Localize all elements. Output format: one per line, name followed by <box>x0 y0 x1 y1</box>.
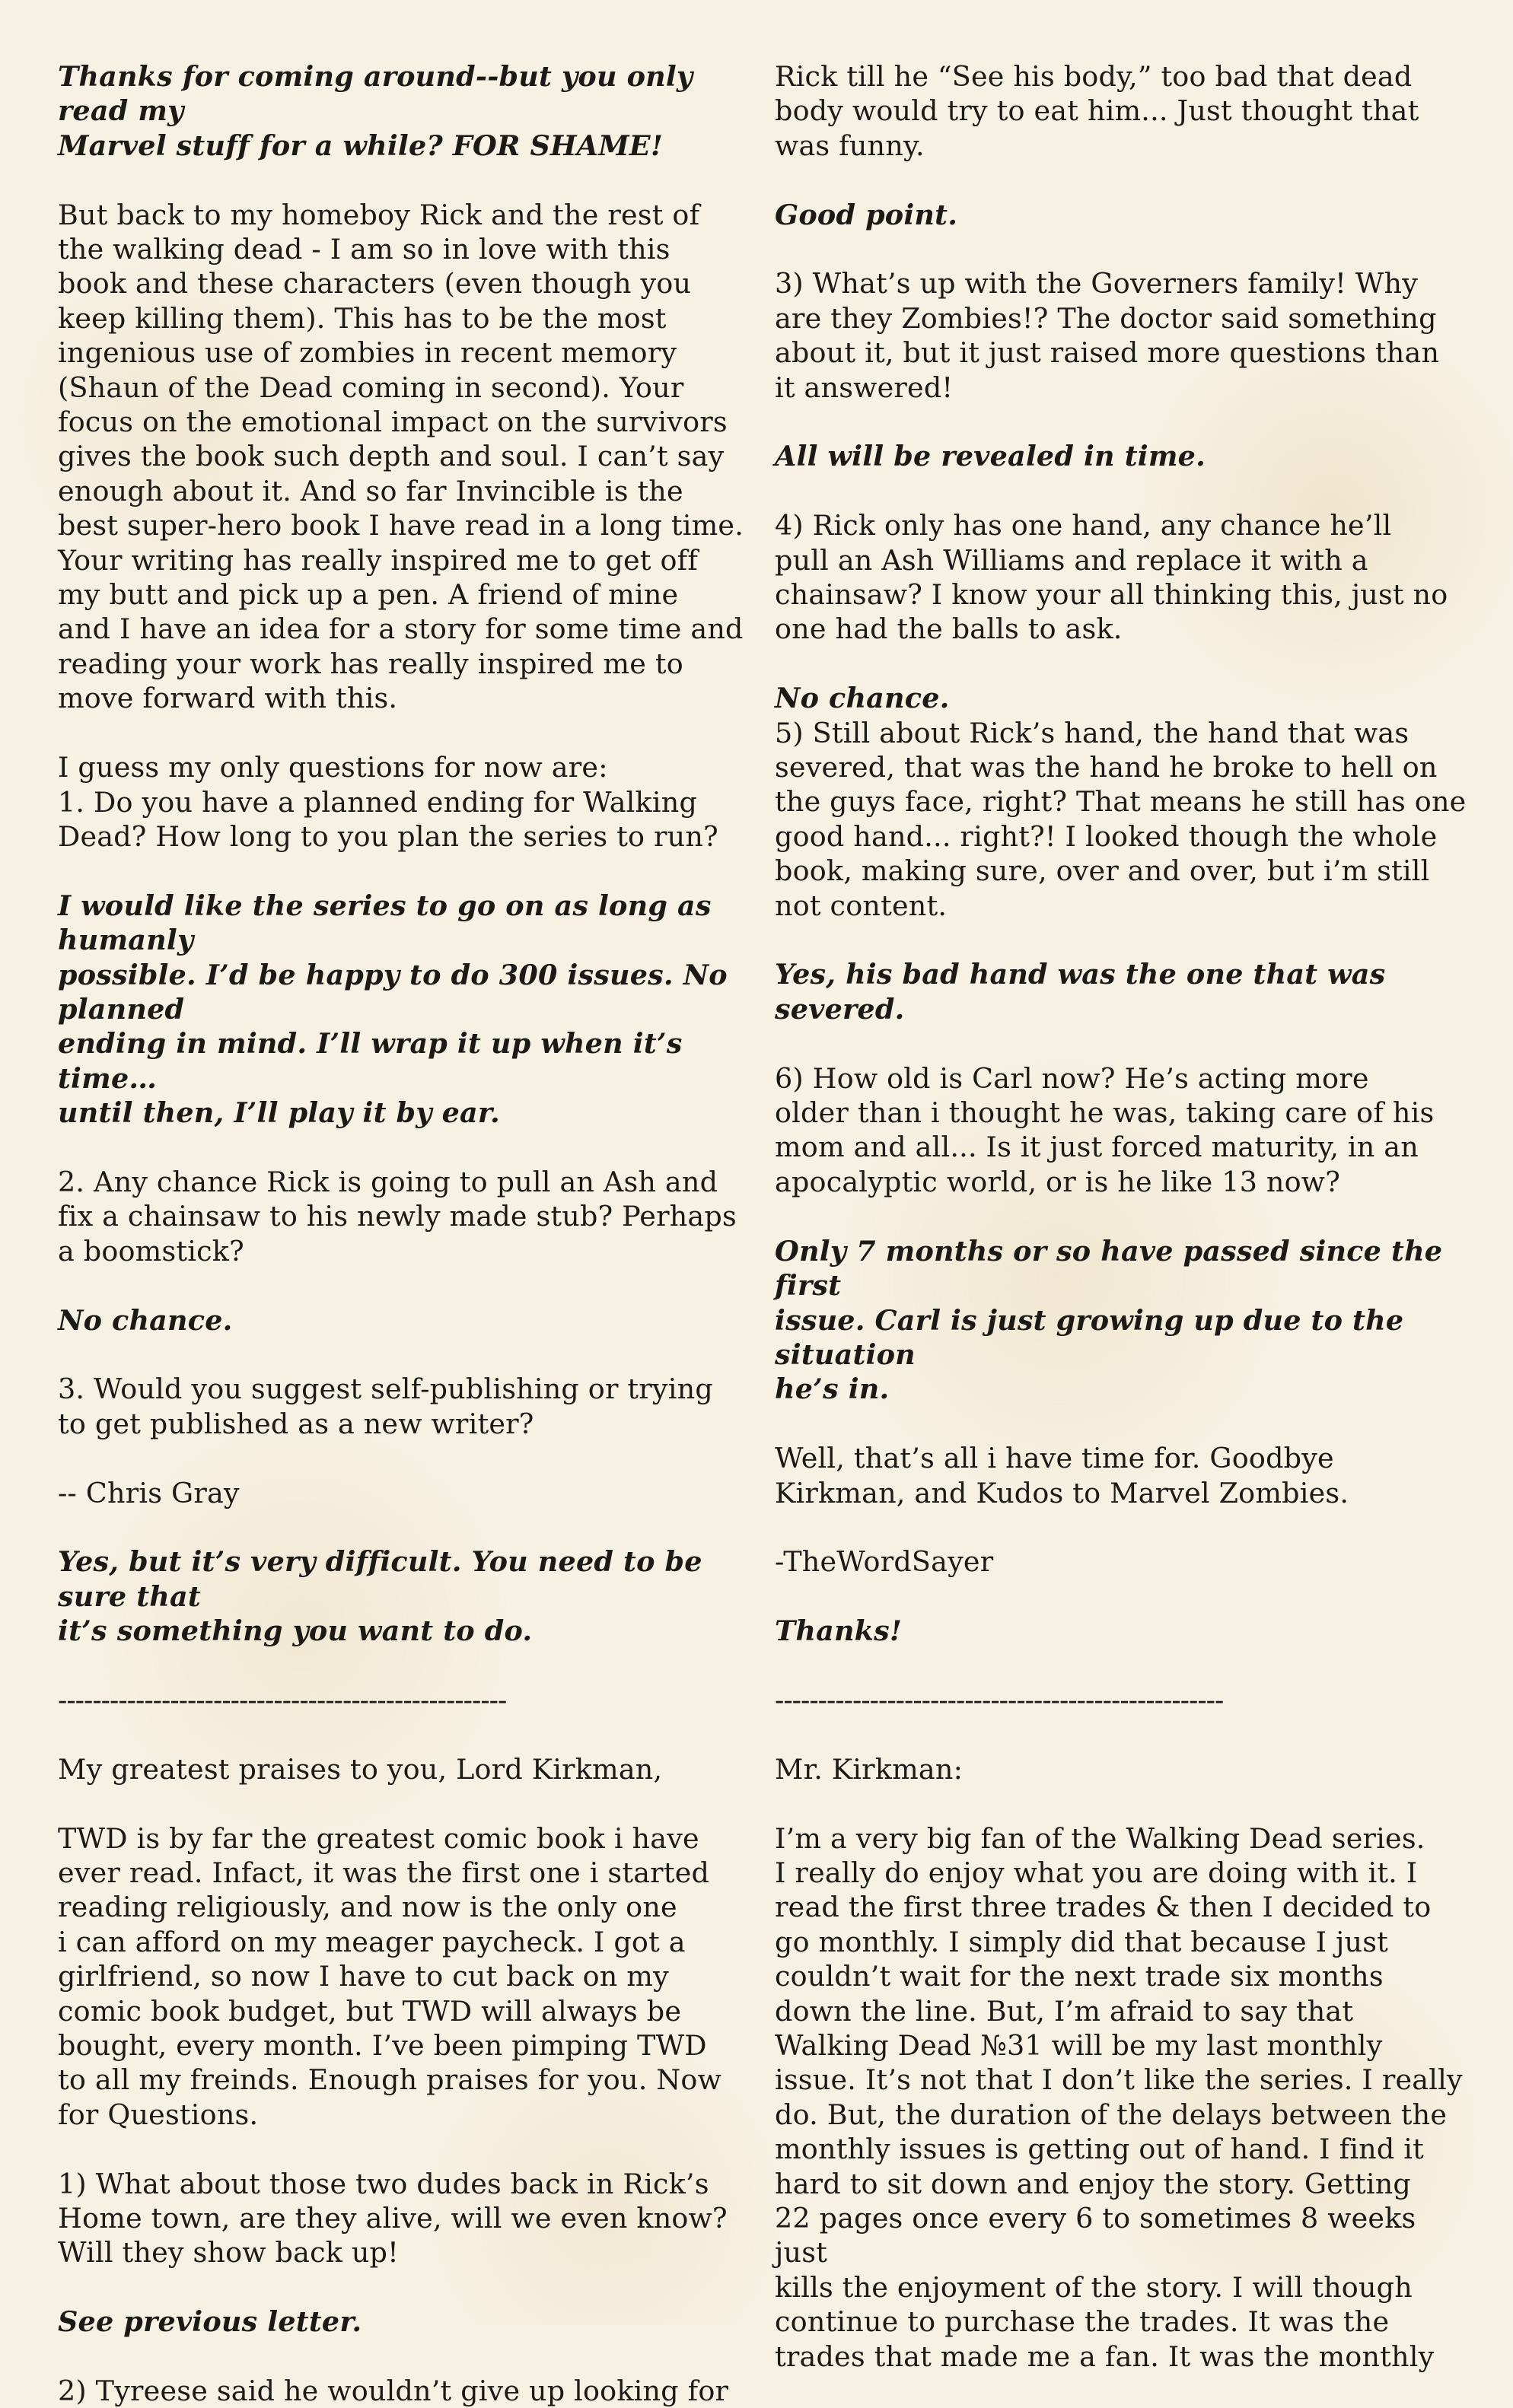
letter-divider: ---------------------------------------------------- <box>58 1683 507 1716</box>
left-column <box>58 59 758 2408</box>
editor-reply: Good point. <box>775 198 958 231</box>
editor-reply: No chance. <box>58 1303 233 1337</box>
letter-paragraph: 3. Would you suggest self-publishing or trying to get published as a new writer? <box>58 1373 713 1440</box>
letter-paragraph: 1) What about those two dudes back in Rick’s Home town, are they alive, will we even know? Will they show back up! <box>58 2167 728 2270</box>
letter-salutation: Mr. Kirkman: <box>775 1752 964 1786</box>
letter-paragraph: Rick till he “See his body,” too bad that dead body would try to eat him... Just thought that was funny. <box>775 60 1419 162</box>
letter-paragraph: Well, that’s all i have time for. Goodbye Kirkman, and Kudos to Marvel Zombies. <box>775 1442 1349 1509</box>
editor-reply: I would like the series to go on as long as humanly possible. I’d be happy to do 300 issues. No planned ending in mind. I’ll wrap it up when it’s time… until then, I’ll play it by ear. <box>58 889 728 1130</box>
letter-paragraph: But back to my homeboy Rick and the rest of the walking dead - I am so in love with this book and these characters (even though you keep killing them). This has to be the most ingenious use of zombies in recent memory (Shaun of the Dead coming in second). Your focus on the emotional impact on the survivors gives the book such depth and soul. I can’t say enough about it. And so far Invincible is the best super-hero book I have read in a long time. Your writing has really inspired me to get off my butt and pick up a pen. A friend of mine and I have an idea for a story for some time and reading your work has really inspired me to move forward with this. <box>58 198 744 715</box>
right-column <box>775 59 1475 2374</box>
letter-paragraph: 4) Rick only has one hand, any chance he’ll pull an Ash Williams and replace it with a chainsaw? I know your all thinking this, just no one had the balls to ask. <box>775 509 1448 646</box>
letter-paragraph: I’m a very big fan of the Walking Dead series. I really do enjoy what you are doing with it. I read the first three trades & then I decided to go monthly. I simply did that because I just couldn’t wait for the next trade six months down the line. But, I’m afraid to say that Walking Dead №31 will be my last monthly issue. It’s not that I don’t like the series. I really do. But, the duration of the delays between the monthly issues is getting out of hand. I find it hard to sit down and enjoy the story. Getting 22 pages once every 6 to sometimes 8 weeks just kills the enjoyment of the story. I will though continue to purchase the trades. It was the trades that made me a fan. It was the monthly <box>775 1821 1463 2373</box>
letter-paragraph: TWD is by far the greatest comic book i have ever read. Infact, it was the first one i started reading religiously, and now is the only one i can afford on my meager paycheck. I got a girlfriend, so now I have to cut back on my comic book budget, but TWD will always be bought, every month. I’ve been pimping TWD to all my freinds. Enough praises for you. Now for Questions. <box>58 1821 722 2131</box>
letter-paragraph: I guess my only questions for now are: 1. Do you have a planned ending for Walking Dead? How long to you plan the series to run? <box>58 751 718 853</box>
letter-paragraph: 2) Tyreese said he wouldn’t give up looking for <box>58 2375 729 2407</box>
letter-salutation: My greatest praises to you, Lord Kirkman, <box>58 1752 663 1786</box>
letter-paragraph: 2. Any chance Rick is going to pull an Ash and fix a chainsaw to his newly made stub? Perhaps a boomstick? <box>58 1165 737 1268</box>
letter-signature: -TheWordSayer <box>775 1545 994 1579</box>
editor-reply: Yes, but it’s very difficult. You need to be sure that it’s something you want to do. <box>58 1545 702 1648</box>
editor-reply: Thanks for coming around--but you only read my Marvel stuff for a while? FOR SHAME! <box>58 60 693 162</box>
letter-paragraph: 5) Still about Rick’s hand, the hand that was severed, that was the hand he broke to hell on the guys face, right? That means he still has one good hand... right?! I looked though the whole book, making sure, over and over, but i’m still not content. <box>775 716 1467 922</box>
letter-paragraph: 3) What’s up with the Governers family! Why are they Zombies!? The doctor said something about it, but it just raised more questions than it answered! <box>775 267 1440 404</box>
editor-reply: Only 7 months or so have passed since the first issue. Carl is just growing up due to the situation he’s in. <box>775 1234 1443 1406</box>
editor-reply: Yes, his bad hand was the one that was severed. <box>775 958 1386 1026</box>
editor-reply: Thanks! <box>775 1614 903 1648</box>
editor-reply: See previous letter. <box>58 2305 362 2339</box>
letter-paragraph: 6) How old is Carl now? He’s acting more older than i thought he was, taking care of his mom and all... Is it just forced maturity, in an apocalyptic world, or is he like 13 now? <box>775 1061 1435 1198</box>
letter-divider: ---------------------------------------------------- <box>775 1683 1224 1716</box>
editor-reply: All will be revealed in time. <box>775 440 1206 473</box>
letter-signature: -- Chris Gray <box>58 1476 240 1509</box>
editor-reply: No chance. <box>775 682 950 715</box>
